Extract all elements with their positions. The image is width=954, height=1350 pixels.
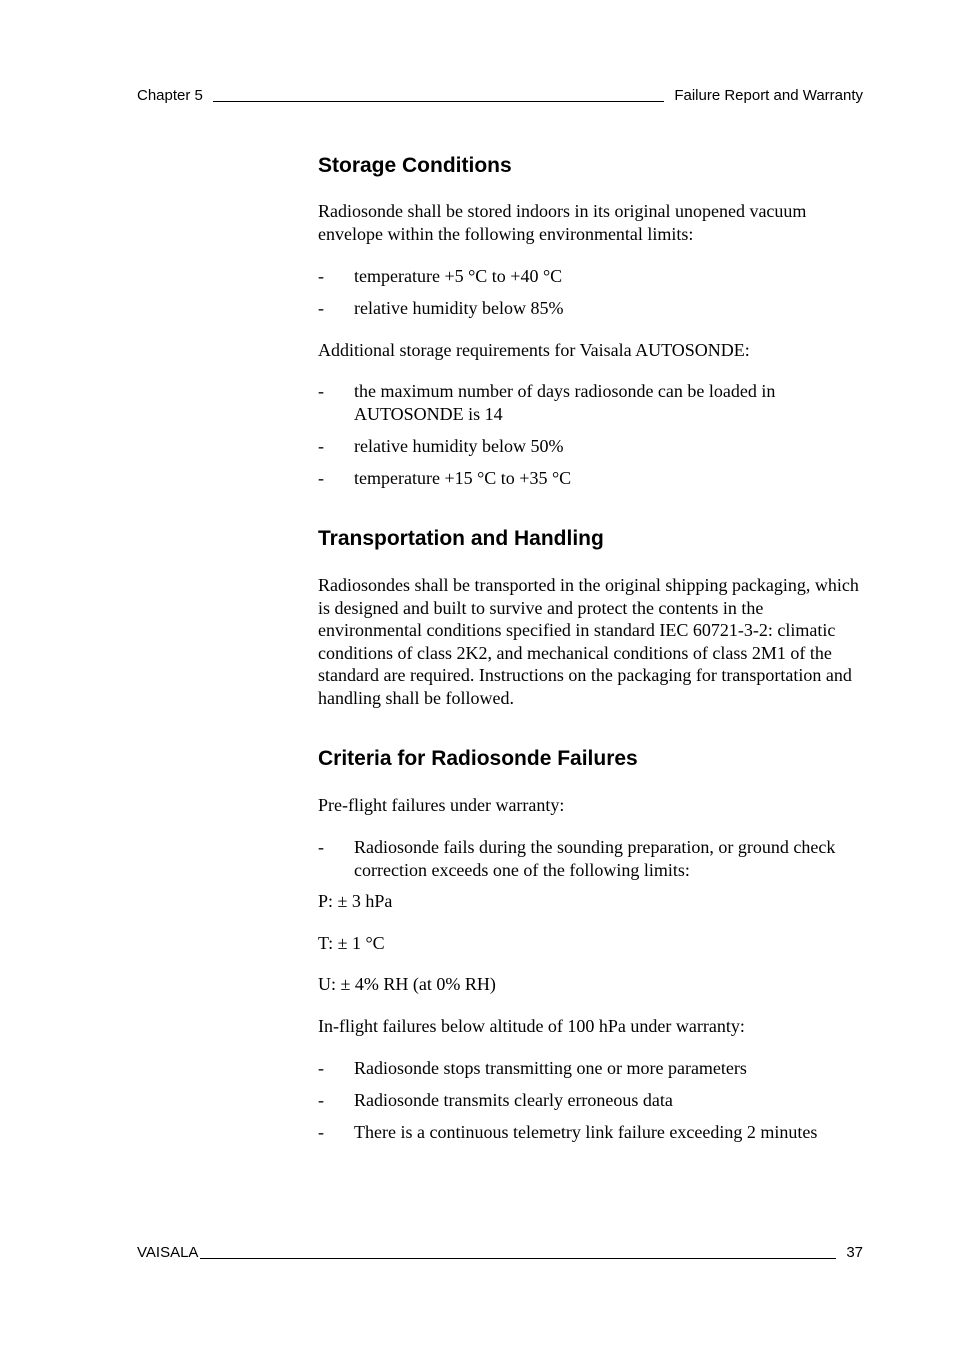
page-header [137, 87, 863, 105]
list-dash: - [318, 837, 324, 857]
list-item-text: relative humidity below 50% [354, 436, 564, 456]
list-dash: - [318, 1058, 324, 1078]
list-dash: - [318, 381, 324, 401]
list-dash: - [318, 298, 324, 318]
list-item-text: relative humidity below 85% [354, 298, 564, 318]
header-section-title: Failure Report and Warranty [674, 87, 863, 104]
list-dash: - [318, 1090, 324, 1110]
page-footer [137, 1244, 863, 1262]
list-item-text: There is a continuous telemetry link failure exceeding 2 minutes [354, 1122, 818, 1142]
heading-failure-criteria: Criteria for Radiosonde Failures [318, 747, 638, 770]
limit-humidity: U: ± 4% RH (at 0% RH) [318, 974, 496, 994]
autosonde-intro-paragraph: Additional storage requirements for Vaisala AUTOSONDE: [318, 340, 750, 360]
page-number: 37 [846, 1244, 863, 1261]
heading-storage-conditions: Storage Conditions [318, 154, 512, 177]
storage-intro-paragraph: Radiosonde shall be stored indoors in its original unopened vacuum envelope within the following environmental limits: [318, 201, 807, 244]
preflight-intro-paragraph: Pre-flight failures under warranty: [318, 795, 565, 815]
list-item-text: Radiosonde fails during the sounding preparation, or ground check correction exceeds one of the following limits: [354, 837, 836, 880]
list-dash: - [318, 1122, 324, 1142]
limit-pressure: P: ± 3 hPa [318, 891, 393, 911]
list-item-text: temperature +15 °C to +35 °C [354, 468, 572, 488]
list-item-text: Radiosonde transmits clearly erroneous data [354, 1090, 673, 1110]
list-item-text: temperature +5 °C to +40 °C [354, 266, 563, 286]
list-dash: - [318, 436, 324, 456]
footer-company: VAISALA [137, 1244, 199, 1261]
list-dash: - [318, 468, 324, 488]
header-rule [213, 101, 664, 102]
list-item-text: Radiosonde stops transmitting one or more parameters [354, 1058, 747, 1078]
limit-temperature: T: ± 1 °C [318, 933, 385, 953]
transport-paragraph: Radiosondes shall be transported in the original shipping packaging, which is designed and built to survive and protect the contents in the environmental conditions specified in standard IEC 60721-3-2: climatic conditions of class 2K2, and mechanical conditions of class 2M1 of the standard are required. Instructions on the packaging for transportation and handling shall be followed. [318, 575, 859, 708]
inflight-intro-paragraph: In-flight failures below altitude of 100 hPa under warranty: [318, 1016, 745, 1036]
list-dash: - [318, 266, 324, 286]
heading-transportation-handling: Transportation and Handling [318, 527, 604, 550]
footer-rule [200, 1258, 836, 1259]
header-chapter: Chapter 5 [137, 87, 203, 104]
list-item-text: the maximum number of days radiosonde can be loaded in AUTOSONDE is 14 [354, 381, 776, 424]
